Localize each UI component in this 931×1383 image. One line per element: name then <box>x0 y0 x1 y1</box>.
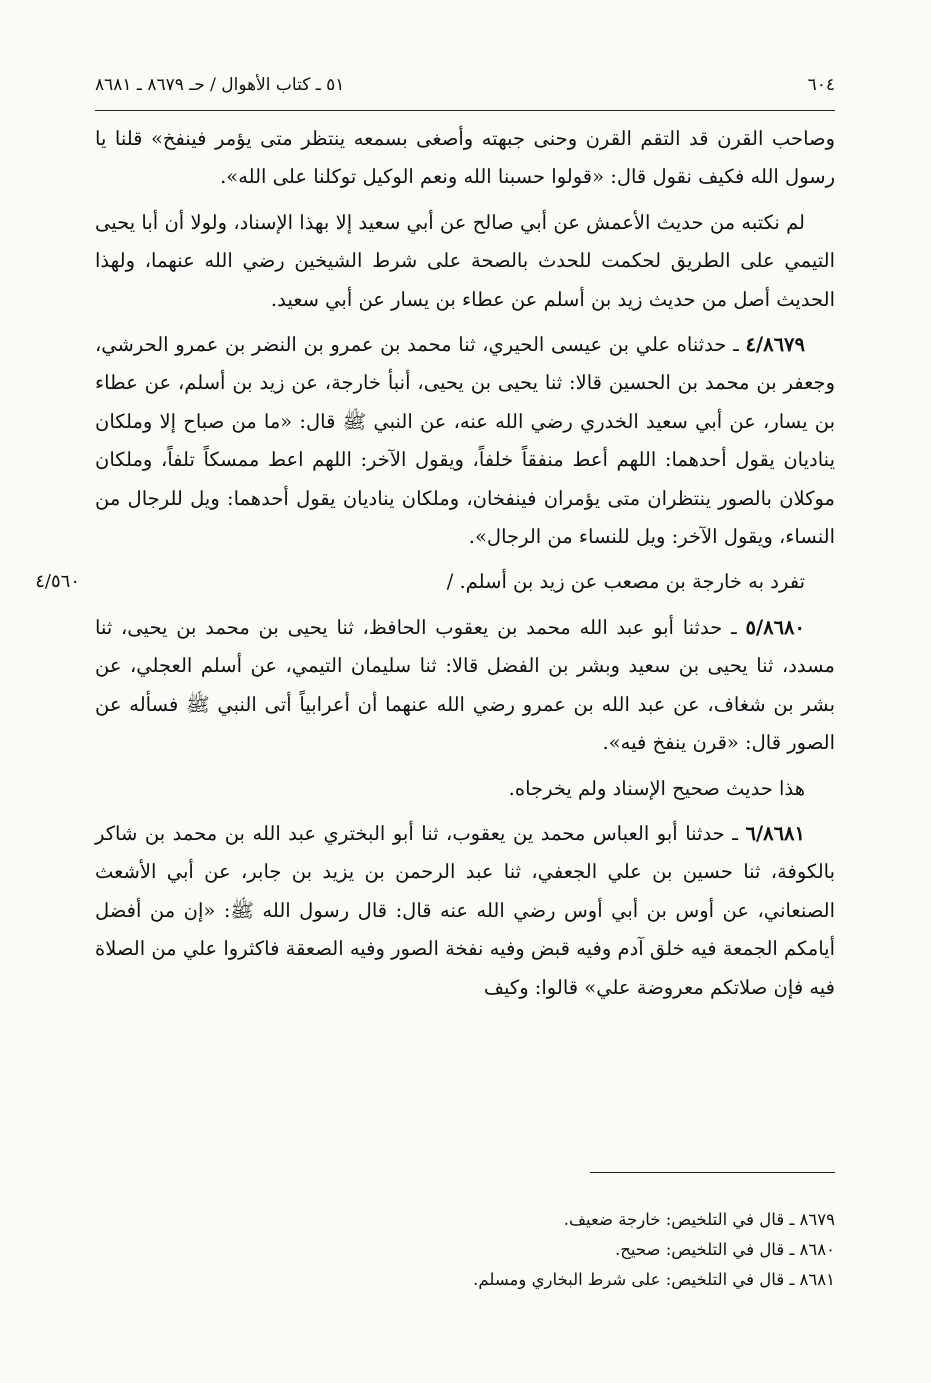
paragraph-continuation: وصاحب القرن قد التقم القرن وحنى جبهته وأصغى بسمعه ينتظر متى يؤمر فينفخ» قلنا يا رسول الله فكيف نقول قال: «قولوا حسبنا الله ونعم الوكيل توكلنا على الله». <box>95 127 835 189</box>
footnote: ٨٦٧٩ ـ قال في التلخيص: خارجة ضعيف. <box>563 1210 835 1229</box>
note-wrapper <box>35 563 835 601</box>
hadith-text: ـ حدثنا أبو عبد الله محمد بن يعقوب الحافظ، ثنا يحيى بن محمد بن يحيى، ثنا مسدد، ثنا يحيى بن سعيد وبشر بن الفضل قالا: ثنا سليمان التيمي، عن أسلم العجلي، عن بشر بن شغاف، عن عبد الله بن عمرو رضي الله عنهما أن أعرابياً أتى النبي ﷺ فسأله عن الصور قال: «قرن ينفخ فيه». <box>95 615 835 755</box>
hadith-number: ٦/٨٦٨١ <box>745 821 806 845</box>
hadith-8680 <box>95 609 835 763</box>
page-number: ٦٠٤ <box>807 75 835 95</box>
hadith-number: ٥/٨٦٨٠ <box>745 615 805 639</box>
hadith-number: ٤/٨٦٧٩ <box>745 333 805 357</box>
header-title: ٥١ ـ كتاب الأهوال / حـ ٨٦٧٩ ـ ٨٦٨١ <box>95 75 345 95</box>
hadith-text: ـ حدثناه علي بن عيسى الحيري، ثنا محمد بن عمرو بن النضر بن عمرو الحرشي، وجعفر بن محمد بن الحسين قالا: ثنا يحيى بن يحيى، أنبأ خارجة، عن زيد بن أسلم، عن عطاء بن يسار، عن أبي سعيد الخدري رضي الله عنه، عن النبي ﷺ قال: «ما من صباح إلا وملكان يناديان يقول أحدهما: اللهم أعط منفقاً خلفاً، ويقول الآخر: اللهم اعط ممسكاً تلفاً، وملكان موكلان بالصور ينتظران متى يؤمران فينفخان، وملكان يناديان يقول أحدهما: ويل للرجال من النساء، ويقول الآخر: ويل للنساء من الرجال». <box>95 333 835 549</box>
margin-reference: ٤/٥٦٠ <box>35 571 80 593</box>
hadith-8679 <box>95 326 835 556</box>
main-text <box>35 120 835 1014</box>
footnote-rule <box>590 1172 835 1173</box>
footnotes <box>95 1205 835 1295</box>
footnote: ٨٦٨٠ ـ قال في التلخيص: صحيح. <box>614 1240 835 1259</box>
hadith-8680-note: هذا حديث صحيح الإسناد ولم يخرجاه. <box>508 776 805 800</box>
running-header <box>95 70 835 100</box>
header-rule <box>95 110 835 111</box>
hadith-8681 <box>95 815 835 1007</box>
hadith-8679-note: تفرد به خارجة بن مصعب عن زيد بن أسلم. / <box>446 570 805 594</box>
hadith-text: ـ حدثنا أبو العباس محمد ين يعقوب، ثنا أبو البختري عبد الله بن محمد بن شاكر بالكوفة، ثنا حسين بن علي الجعفي، ثنا عبد الرحمن بن يزيد بن جابر، عن أبي الأشعث الصنعاني، عن أوس بن أبي أوس رضي الله عنه قال: قال رسول الله ﷺ: «إن من أفضل أيامكم الجمعة فيه خلق آدم وفيه قبض وفيه نفخة الصور وفيه الصعقة فاكثروا علي من الصلاة فيه فإن صلاتكم معروضة علي» قالوا: وكيف <box>95 821 835 999</box>
footnote: ٨٦٨١ ـ قال في التلخيص: على شرط البخاري ومسلم. <box>473 1270 835 1289</box>
paragraph-commentary: لم نكتبه من حديث الأعمش عن أبي صالح عن أبي سعيد إلا بهذا الإسناد، ولولا أن أبا يحيى التيمي على الطريق لحكمت للحدث بالصحة على شرط الشيخين رضي الله عنهما، ولهذا الحديث أصل من حديث زيد بن أسلم عن عطاء بن يسار عن أبي سعيد. <box>95 210 835 311</box>
